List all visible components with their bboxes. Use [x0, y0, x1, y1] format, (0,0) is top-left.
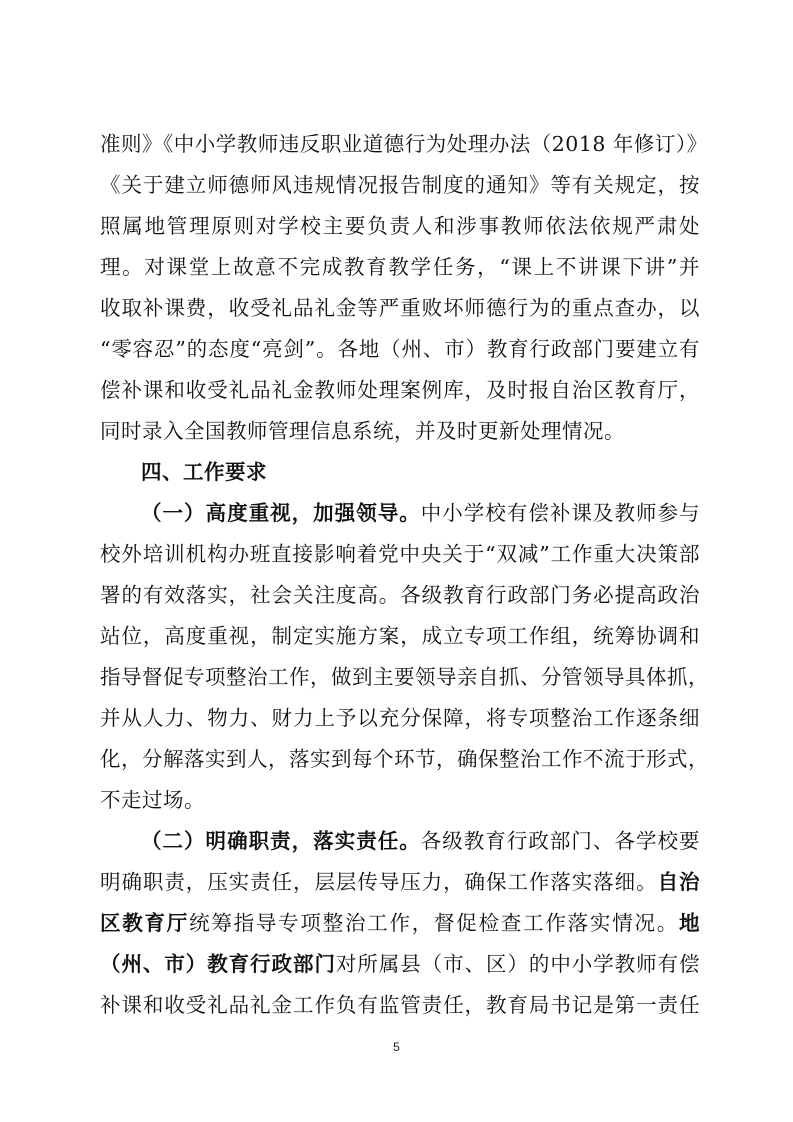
text-line: 收取补课费，收受礼品礼金等严重败坏师德行为的重点查办，以 — [100, 296, 700, 320]
section-heading: 四、工作要求 — [141, 460, 267, 484]
text-line: 指导督促专项整治工作，做到主要领导亲自抓、分管领导具体抓， — [100, 665, 709, 689]
text-line: 化，分解落实到人，落实到每个环节，确保整治工作不流于形式， — [100, 747, 709, 771]
text-line — [100, 862, 700, 902]
text-line — [100, 903, 700, 943]
text-fragment: 统筹指导专项整治工作，督促检查工作落实情况。 — [189, 911, 679, 935]
text-line: 校外培训机构办班直接影响着党中央关于“双减”工作重大决策部 — [100, 542, 700, 566]
text-fragment: 对所属县（市、区）的中小学教师有偿 — [335, 952, 701, 976]
paragraph-1-first-line — [100, 493, 700, 533]
paragraph-1-lead: （一）高度重视，加强领导。 — [141, 501, 421, 525]
bold-fragment: 地 — [679, 911, 700, 935]
text-line: 并从人力、物力、财力上予以充分保障，将专项整治工作逐条细 — [100, 706, 700, 730]
text-line: 不走过场。 — [100, 788, 205, 812]
text-line: “零容忍”的态度“亮剑”。各地（州、市）教育行政部门要建立有 — [100, 337, 700, 361]
text-line: 同时录入全国教师管理信息系统，并及时更新处理情况。 — [100, 419, 625, 443]
text-fragment: 明确职责，压实责任，层层传导压力，确保工作落实落细。 — [100, 870, 658, 894]
text-line: 署的有效落实，社会关注度高。各级教育行政部门务必提高政治 — [100, 583, 700, 607]
text-line: 照属地管理原则对学校主要负责人和涉事教师依法依规严肃处 — [100, 214, 700, 238]
bold-fragment: 区教育厅 — [100, 911, 190, 935]
paragraph-2-first-line — [100, 821, 700, 861]
text-line: 准则》《中小学教师违反职业道德行为处理办法（2018 年修订）》 — [100, 132, 708, 156]
text-line: 站位，高度重视，制定实施方案，成立专项工作组，统筹协调和 — [100, 624, 700, 648]
bold-fragment: （州、市）教育行政部门 — [100, 952, 336, 976]
text-line: 《关于建立师德师风违规情况报告制度的通知》等有关规定，按 — [100, 173, 700, 197]
paragraph-1-first-rest: 中小学校有偿补课及教师参与 — [420, 501, 701, 525]
page-number: 5 — [393, 1040, 400, 1054]
text-line: 补课和收受礼品礼金工作负有监管责任，教育局书记是第一责任 — [100, 993, 700, 1017]
paragraph-2-lead: （二）明确职责，落实责任。 — [141, 829, 421, 853]
text-line: 偿补课和收受礼品礼金教师处理案例库，及时报自治区教育厅， — [100, 378, 700, 402]
paragraph-2-first-rest: 各级教育行政部门、各学校要 — [420, 829, 701, 853]
bold-fragment: 自治 — [657, 870, 701, 894]
text-line: 理。对课堂上故意不完成教育教学任务，“课上不讲课下讲”并 — [100, 255, 700, 279]
text-line — [100, 944, 700, 984]
